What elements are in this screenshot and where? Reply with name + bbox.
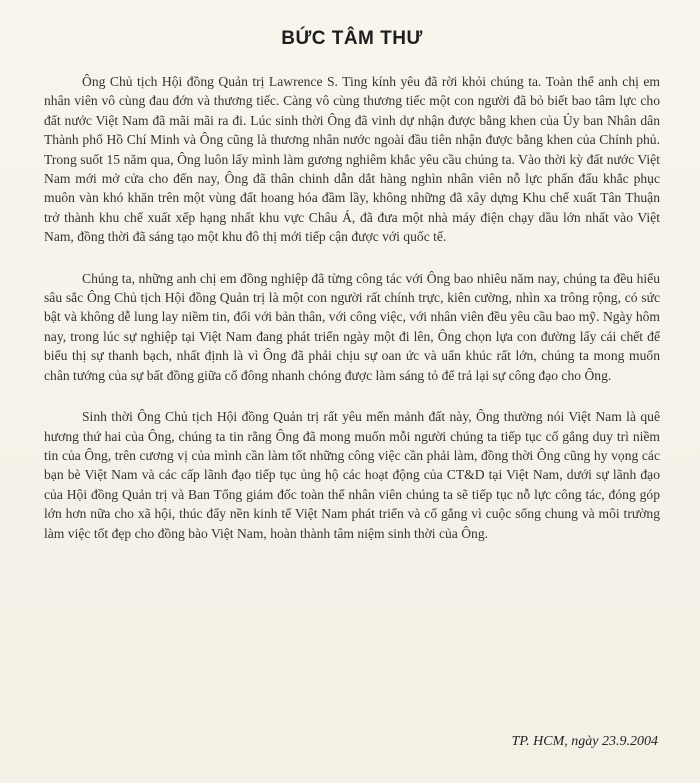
paragraph-3: Sinh thời Ông Chủ tịch Hội đồng Quản trị rất yêu mến mảnh đất này, Ông thường nói Việt Nam là quê hương thứ hai của Ông, chúng ta tin rằng Ông đã mong muốn mỗi người chúng ta tiếp tục cố gắng duy trì niềm tin của Ông, trên cương vị của mình cần làm tốt những công việc cần phải làm, đồng thời Ông cũng hy vọng các bạn bè Việt Nam và các cấp lãnh đạo tiếp tục ủng hộ các hoạt động của CT&D tại Việt Nam, dưới sự lãnh đạo của Hội đồng Quản trị và Ban Tổng giám đốc toàn thể nhân viên chúng ta sẽ tiếp tục nỗ lực công tác, đóng góp lớn hơn nữa cho xã hội, thúc đẩy nền kinh tế Việt Nam phát triển và cố gắng vì cuộc sống chung và môi trường làm việc tốt đẹp cho đồng bào Việt Nam, hoàn thành tâm niệm sinh thời của Ông. [44,409,660,541]
paragraph-1: Ông Chủ tịch Hội đồng Quản trị Lawrence S. Ting kính yêu đã rời khỏi chúng ta. Toàn thể anh chị em nhân viên vô cùng đau đớn và thương tiếc. Càng vô cùng thương tiếc một con người đã bỏ biết bao tâm lực cho đất nước Việt Nam đã mãi mãi ra đi. Lúc sinh thời Ông đã vinh dự nhận được bằng khen của Ủy ban Nhân dân Thành phố Hồ Chí Minh và Ông cũng là thương nhân nước ngoài đầu tiên nhận được bằng khen của Chính phủ. Trong suốt 15 năm qua, Ông luôn lấy mình làm gương nghiêm khắc yêu cầu chúng ta. Vào thời kỳ đất nước Việt Nam mới mở cửa cho đến nay, Ông đã thân chinh dẫn dắt hàng nghìn nhân viên nỗ lực phấn đấu khắc phục muôn vàn khó khăn trên một vùng đất hoang hóa đầm lầy, không những đã xây dựng Khu chế xuất Tân Thuận trở thành khu chế xuất xếp hạng nhất khu vực Châu Á, đã đưa một nhà máy điện chạy dầu lớn nhất vào Việt Nam, đồng thời đã sáng tạo một khu đô thị mới tiếp cận được với quốc tế. [44,74,660,245]
letter-title: BỨC TÂM THƯ [281,28,423,49]
paragraph-2: Chúng ta, những anh chị em đồng nghiệp đã từng công tác với Ông bao nhiêu năm nay, chúng ta đều hiểu sâu sắc Ông Chủ tịch Hội đồng Quản trị là một con người rất chính trực, kiên cường, nhìn xa trông rộng, có sức bật và không dễ lung lay niềm tin, đối với bản thân, với công việc, với nhân viên đều yêu cầu bao mỹ. Ngày hôm nay, trong lúc sự nghiệp tại Việt Nam đang phát triển ngày một đi lên, Ông chọn lựa con đường lấy cái chết để biểu thị sự thanh bạch, nhất định là vì Ông đã phải chịu sự oan ức và uẩn khúc rất lớn, chúng ta mong muốn chân tướng của sự bất đồng giữa cổ đông nhanh chóng được làm sáng tỏ để trả lại sự công đạo cho Ông. [44,270,660,383]
date-signature: TP. HCM, ngày 23.9.2004 [511,734,658,749]
